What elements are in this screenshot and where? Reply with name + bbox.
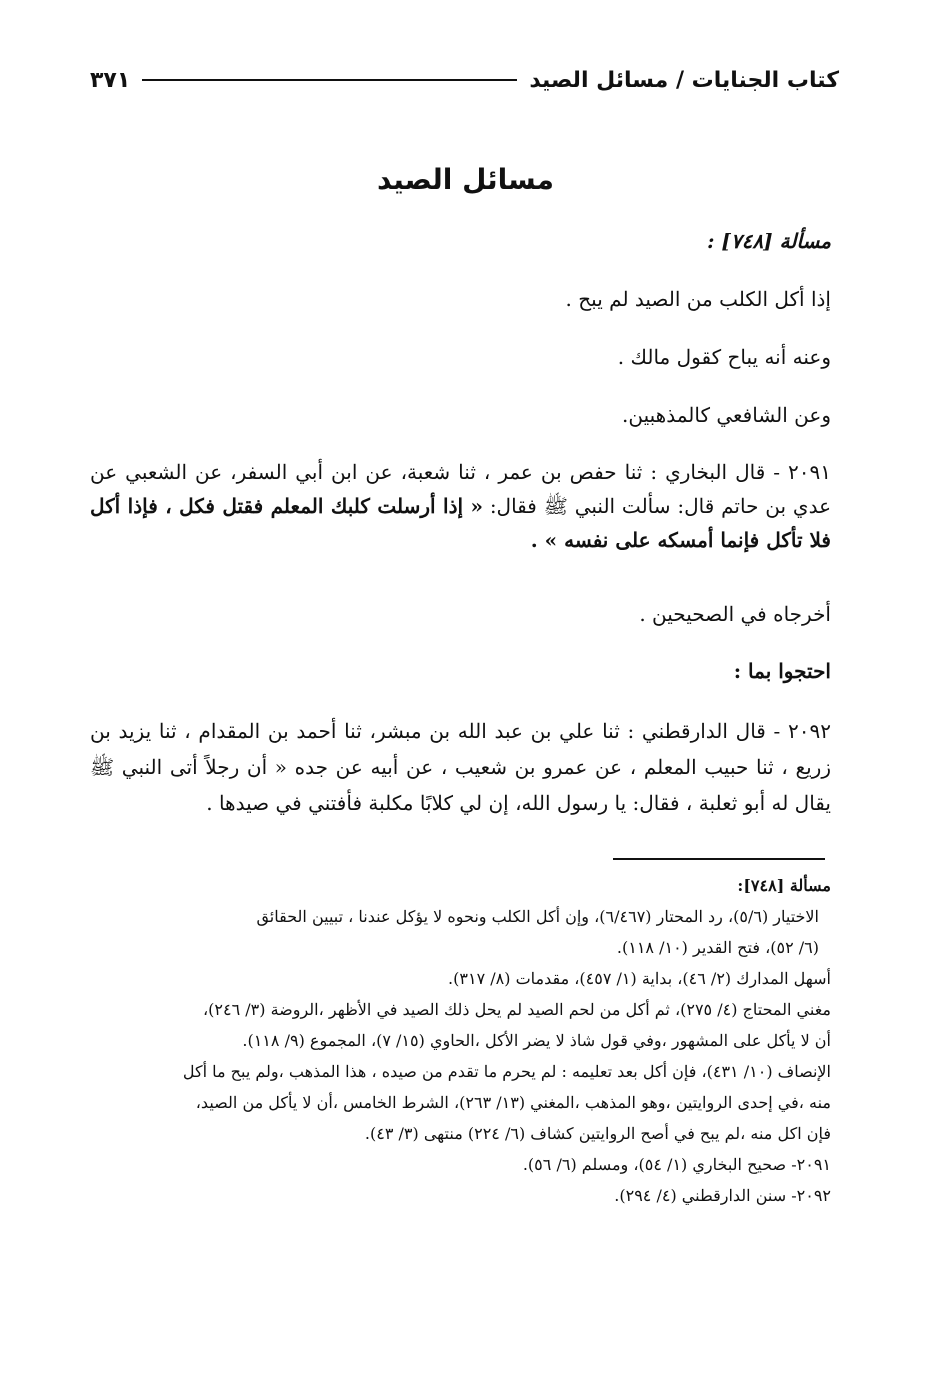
footnote-heading: مسألة [٧٤٨]: [737,876,831,895]
paragraph-3: وعن الشافعي كالمذهبين. [622,403,831,427]
section-title: مسائل الصيد [377,163,554,196]
footnote-line: أن لا يأكل على المشهور ،وفي قول شاذ لا يضر الأكل ،الحاوي (١٥/ ٧)، المجموع (٩/ ١١٨). [242,1031,831,1050]
footnote-line: منه ،في إحدى الروايتين ،وهو المذهب ،المغني (١٣/ ٢٦٣)، الشرط الخامس ،أن لا يأكل من الصيد، [195,1093,831,1112]
header-rule [142,79,517,81]
footnote-line: مغني المحتاج (٤/ ٢٧٥)، ثم أكل من لحم الصيد لم يحل ذلك الصيد في الأظهر ،الروضة (٣/ ٢٤٦)، [202,1000,831,1019]
paragraph-hadith-2092: ٢٠٩٢ - قال الدارقطني : ثنا علي بن عبد الله بن مبشر، ثنا أحمد بن المقدام ، ثنا يزيد بن زريع ، ثنا حبيب المعلم ، عن عمرو بن شعيب ، عن أبيه عن جده « أن رجلاً أتى النبي ﷺ يقال له أبو ثعلبة ، فقال: يا رسول الله، إن لي كلابًا مكلبة فأفتني في صيدها . [90,719,831,815]
footnote-line: أسهل المدارك (٢/ ٤٦)، بداية (١/ ٤٥٧)، مقدمات (٨/ ٣١٧). [448,969,831,988]
issue-label: مسألة [٧٤٨] : [707,229,831,253]
footnote-line: الإنصاف (١٠/ ٤٣١)، فإن أكل بعد تعليمه : لم يحرم ما تقدم من صيده ، هذا المذهب ،ولم يبح ما أكل [182,1062,831,1081]
paragraph-hadith-2091 [90,455,831,557]
paragraph-5: أخرجاه في الصحيحين . [639,602,831,626]
hadith-2091-text: « إذا أرسلت كلبك المعلم فقتل فكل ، فإذا أكل فلا تأكل فإنما أمسكه على نفسه » . [90,494,831,552]
footnotes [90,870,831,1211]
footnote-rule [613,858,825,860]
footnote-line: ٢٠٩٢- سنن الدارقطني (٤/ ٢٩٤). [614,1186,831,1205]
hadith-2091-chain: ٢٠٩١ - قال البخاري : ثنا حفص بن عمر ، ثنا شعبة، عن ابن أبي السفر، عن الشعبي عن عدي بن حاتم قال: سألت النبي ﷺ فقال: [90,460,831,518]
page-header [90,60,839,100]
footnote-line: الاختيار (٥/٦)، رد المحتار (٦/٤٦٧)، وإن أكل الكلب ونحوه لا يؤكل عندنا ، تبيين الحقائق [256,907,819,926]
footnote-line: (٦/ ٥٢)، فتح القدير (١٠/ ١١٨). [616,938,819,957]
page-number: ٣٧١ [90,67,131,93]
footnote-line: ٢٠٩١- صحيح البخاري (١/ ٥٤)، ومسلم (٦/ ٥٦). [522,1155,831,1174]
paragraph-1: إذا أكل الكلب من الصيد لم يبح . [565,287,831,311]
running-title: كتاب الجنايات / مسائل الصيد [529,67,839,93]
footnote-line: فإن اكل منه ،لم يبح في أصح الروايتين كشاف (٦/ ٢٢٤) منتهى (٣/ ٤٣). [364,1124,831,1143]
paragraph-2: وعنه أنه يباح كقول مالك . [617,345,831,369]
paragraph-6: احتجوا بما : [733,659,831,683]
